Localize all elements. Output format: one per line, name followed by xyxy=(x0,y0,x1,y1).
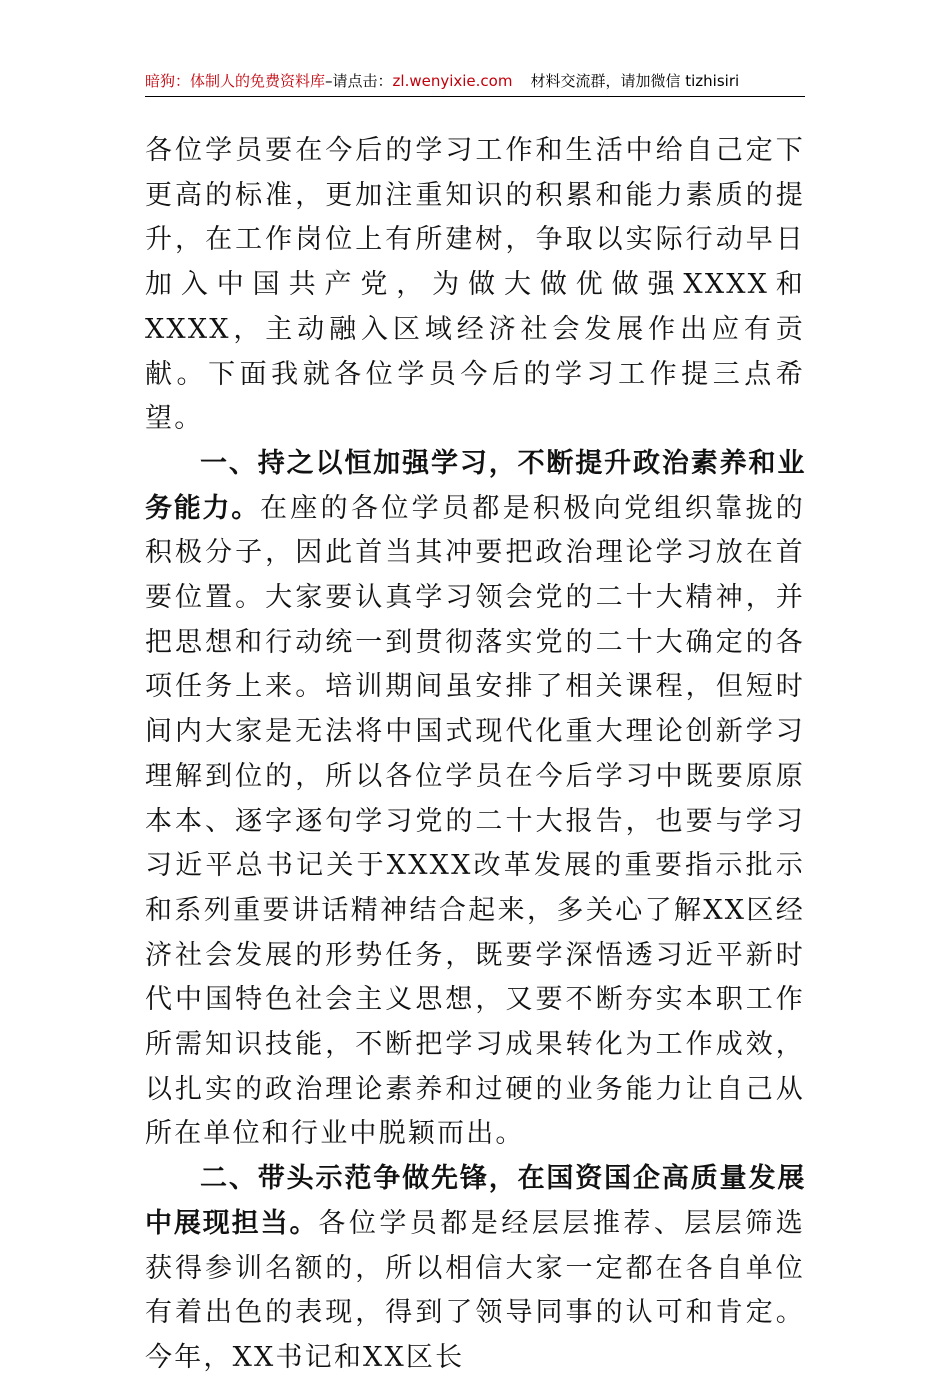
header-group-note: 材料交流群，请加微信 tizhisiri xyxy=(530,72,740,90)
header-click-prompt: –请点击： xyxy=(325,72,393,90)
document-body xyxy=(145,129,805,1381)
header-divider xyxy=(145,96,805,97)
paragraph-intro xyxy=(145,129,805,442)
paragraph-point-one xyxy=(145,442,805,1157)
header-url-link[interactable]: zl.wenyixie.com xyxy=(392,72,513,90)
paragraph-point-one-heading: 一、持之以恒加强学习，不断提升政治素养和业务能力。 xyxy=(145,447,805,524)
paragraph-point-two xyxy=(145,1157,805,1381)
header-brand: 暗狗：体制人的免费资料库 xyxy=(145,72,326,90)
page-header xyxy=(145,66,805,96)
paragraph-intro-text: 各位学员要在今后的学习工作和生活中给自己定下更高的标准，更加注重知识的积累和能力素质的提升，在工作岗位上有所建树，争取以实际行动早日加入中国共产党，为做大做优做强XXXX和XXXX，主动融入区域经济社会发展作出应有贡献。下面我就各位学员今后的学习工作提三点希望。 xyxy=(145,135,805,435)
paragraph-point-one-text: 在座的各位学员都是积极向党组织靠拢的积极分子，因此首当其冲要把政治理论学习放在首要位置。大家要认真学习领会党的二十大精神，并把思想和行动统一到贯彻落实党的二十大确定的各项任务上来。培训期间虽安排了相关课程，但短时间内大家是无法将中国式现代化重大理论创新学习理解到位的，所以各位学员在今后学习中既要原原本本、逐字逐句学习党的二十大报告，也要与学习习近平总书记关于XXXX改革发展的重要指示批示和系列重要讲话精神结合起来，多关心了解XX区经济社会发展的形势任务，既要学深悟透习近平新时代中国特色社会主义思想，又要不断夯实本职工作所需知识技能，不断把学习成果转化为工作成效，以扎实的政治理论素养和过硬的业务能力让自己从所在单位和行业中脱颖而出。 xyxy=(145,492,805,1150)
paragraph-point-two-heading: 二、带头示范争做先锋，在国资国企高质量发展中展现担当。 xyxy=(145,1163,805,1239)
paragraph-point-two-text: 各位学员都是经层层推荐、层层筛选获得参训名额的，所以相信大家一定都在各自单位有着出色的表现，得到了领导同事的认可和肯定。今年，XX书记和XX区长 xyxy=(145,1207,805,1373)
